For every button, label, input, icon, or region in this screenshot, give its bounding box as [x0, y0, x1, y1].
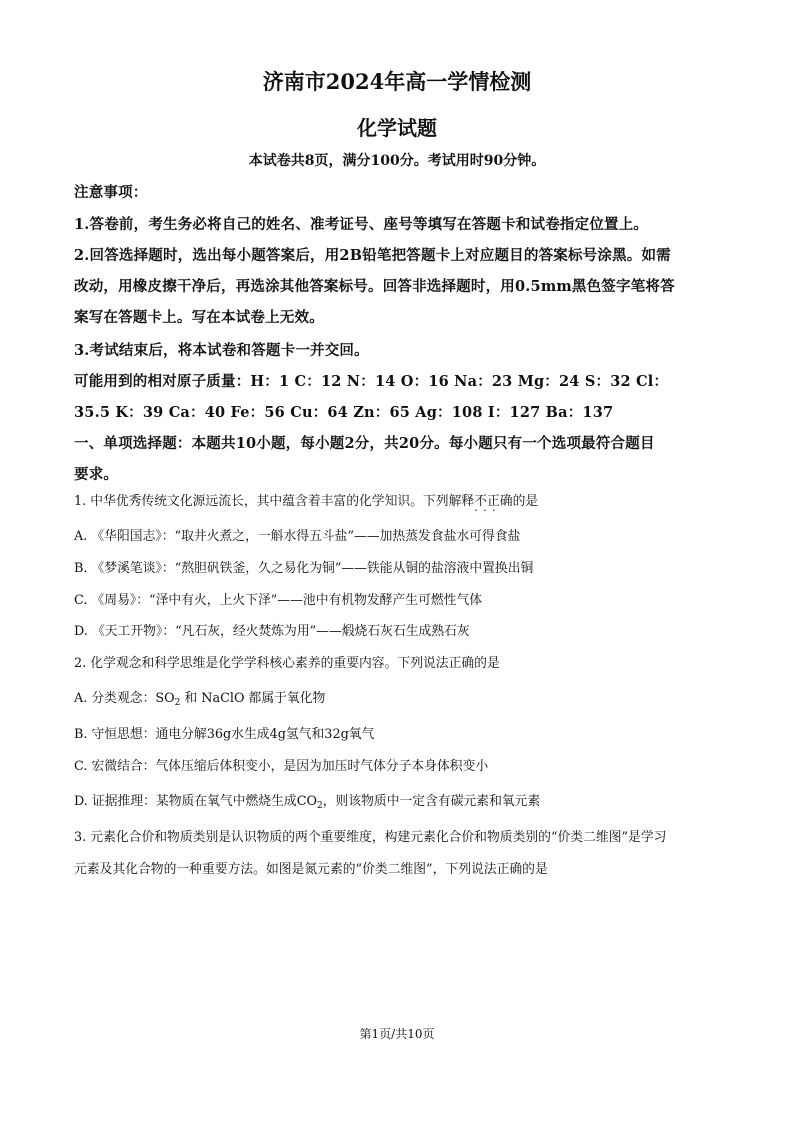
section-heading-line-1: 一、单项选择题：本题共10小题，每小题2分，共20分。每小题只有一个选项最符合题目	[74, 435, 655, 452]
notice-item-2-line-3: 案写在答题卡上。写在本试卷上无效。	[74, 309, 324, 326]
exam-subtitle: 化学试题	[357, 116, 437, 140]
notice-heading: 注意事项：	[74, 184, 148, 201]
q2-option-d	[74, 790, 734, 811]
q1-stem-post: 的是	[512, 494, 539, 509]
q1-stem-emphasis: 不正确 · · ·	[474, 494, 512, 509]
q2-option-c: C. 宏微结合：气体压缩后体积变小，是因为加压时气体分子本身体积变小	[74, 759, 489, 774]
atomic-mass-line-1: 可能用到的相对原子质量：H：1 C：12 N：14 O：16 Na：23 Mg：24 S：32 Cl：	[74, 373, 669, 390]
q2-option-a	[74, 687, 734, 708]
q2-a-sub: 2	[174, 698, 181, 708]
section-heading-line-2: 要求。	[74, 466, 119, 483]
question-1-stem	[74, 490, 734, 509]
q2-d-pre: D. 证据推理：某物质在氧气中燃烧生成CO	[74, 794, 317, 809]
page-number: 第1页/共10页	[359, 1027, 435, 1041]
question-2-stem: 2. 化学观念和科学思维是化学学科核心素养的重要内容。下列说法正确的是	[74, 656, 500, 671]
q1-option-d: D. 《天工开物》：“凡石灰，经火焚炼为用”——煅烧石灰石生成熟石灰	[74, 624, 470, 639]
atomic-mass-line-2: 35.5 K：39 Ca：40 Fe：56 Cu：64 Zn：65 Ag：108 I：127 Ba：137	[74, 404, 614, 421]
q2-option-b: B. 守恒思想：通电分解36g水生成4g氢气和32g氧气	[74, 727, 375, 742]
notice-item-2-line-1: 2.回答选择题时，选出每小题答案后，用2B铅笔把答题卡上对应题目的答案标号涂黑。如需	[74, 247, 671, 264]
notice-item-1: 1.答卷前，考生务必将自己的姓名、准考证号、座号等填写在答题卡和试卷指定位置上。	[74, 216, 649, 233]
q2-d-post: ，则该物质中一定含有碳元素和氧元素	[322, 794, 541, 809]
q2-a-pre: A. 分类观念：SO	[74, 691, 175, 706]
exam-info: 本试卷共8页，满分100分。考试用时90分钟。	[248, 153, 546, 169]
question-3-line-1: 3. 元素化合价和物质类别是认识物质的两个重要维度，构建元素化合价和物质类别的“价类二维图”是学习	[74, 830, 667, 845]
notice-item-2-line-2: 改动，用橡皮擦干净后，再选涂其他答案标号。回答非选择题时，用0.5mm黑色签字笔将答	[74, 278, 675, 295]
q1-stem-pre: 1. 中华优秀传统文化源远流长，其中蕴含着丰富的化学知识。下列解释	[74, 494, 475, 509]
q1-option-c: C. 《周易》：“泽中有火，上火下泽”——池中有机物发酵产生可燃性气体	[74, 593, 483, 608]
q2-a-post: 和 NaClO 都属于氧化物	[180, 691, 326, 706]
q1-option-a: A. 《华阳国志》：“取井火煮之，一斛水得五斗盐”——加热蒸发食盐水可得食盐	[74, 529, 521, 544]
question-3-line-2: 元素及其化合物的一种重要方法。如图是氮元素的“价类二维图”，下列说法正确的是	[74, 862, 548, 877]
q1-option-b: B. 《梦溪笔谈》：“熬胆矾铁釜，久之易化为铜”——铁能从铜的盐溶液中置换出铜	[74, 561, 534, 576]
notice-item-3: 3.考试结束后，将本试卷和答题卡一并交回。	[74, 342, 369, 359]
exam-title: 济南市2024年高一学情检测	[262, 69, 532, 94]
q2-d-sub: 2	[316, 801, 323, 811]
